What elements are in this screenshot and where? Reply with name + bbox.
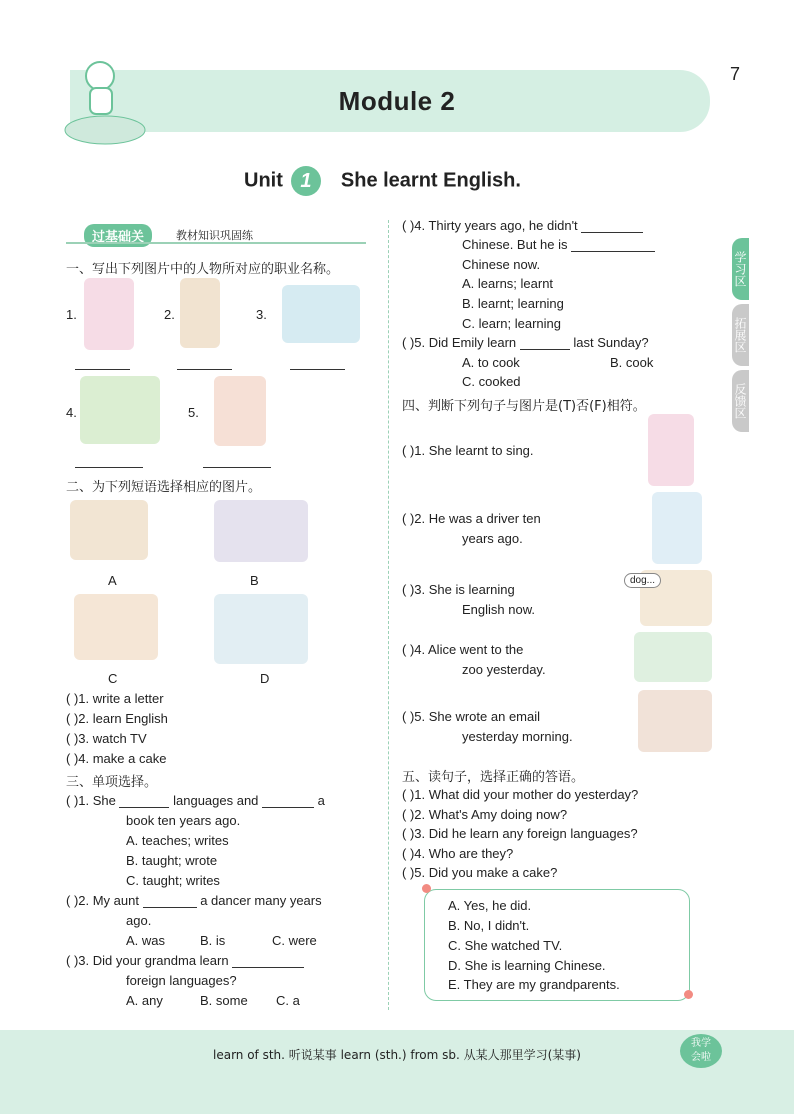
q2-stem-2: ago.: [126, 913, 152, 928]
q3-option-a[interactable]: A. any: [126, 993, 163, 1008]
writing-letter-image: [70, 500, 148, 560]
sec5-item-5: ( )5. Did you make a cake?: [402, 865, 558, 880]
answer-a: A. Yes, he did.: [448, 898, 532, 913]
sec2-item-1: ( )1. write a letter: [66, 691, 164, 706]
tab-extend[interactable]: 拓展区: [732, 304, 749, 366]
tab-study[interactable]: 学习区: [732, 238, 749, 300]
box-dot-icon: [422, 884, 431, 893]
sec2-item-2: ( )2. learn English: [66, 711, 168, 726]
section-banner-rule: [66, 242, 366, 244]
q1-part-b: languages and: [173, 793, 259, 808]
q2-part-b: a dancer many years: [200, 893, 322, 908]
sec1-label-5: 5.: [188, 405, 199, 420]
sec4-title: 四、判断下列句子与图片是(T)否(F)相符。: [402, 399, 646, 414]
sec1-label-3: 3.: [256, 307, 267, 322]
kitchen-girl-image: [638, 690, 712, 752]
q5-part-b: last Sunday?: [573, 335, 649, 350]
learning-english-image: [214, 594, 308, 664]
sec5-title: 五、读句子，选择正确的答语。: [402, 770, 585, 785]
stamp-line-1: 我学: [691, 1038, 711, 1049]
singing-boy-image: [652, 492, 702, 564]
sec5-item-1: ( )1. What did your mother do yesterday?: [402, 787, 639, 802]
sec5-item-4: ( )4. Who are they?: [402, 846, 514, 861]
column-divider: [388, 220, 389, 1010]
sec2-title: 二、为下列短语选择相应的图片。: [66, 480, 262, 495]
box-dot-icon: [684, 990, 693, 999]
sec5-item-3: ( )3. Did he learn any foreign languages?: [402, 826, 638, 841]
unit-title: She learnt English.: [340, 169, 521, 192]
section-banner-title: 过基础关: [84, 224, 152, 247]
q5-option-a[interactable]: A. to cook: [462, 355, 520, 370]
q4-blank-1[interactable]: [581, 220, 643, 233]
unit-number: 1: [291, 166, 321, 196]
q3-option-c[interactable]: C. a: [276, 993, 300, 1008]
q3-part-a: ( )3. Did your grandma learn: [66, 953, 229, 968]
waitress-image: [180, 278, 220, 348]
singing-girl-image: [648, 414, 694, 486]
q1-blank-2[interactable]: [262, 795, 314, 808]
dancer-girl-image: [84, 278, 134, 350]
answer-blank-5[interactable]: [203, 455, 271, 468]
sec4-item-5-cont: yesterday morning.: [462, 729, 573, 744]
q2-stem: [66, 893, 322, 908]
answer-b: B. No, I didn't.: [448, 918, 530, 933]
q4-part-a: ( )4. Thirty years ago, he didn't: [402, 218, 578, 233]
q5-option-b[interactable]: B. cook: [610, 355, 654, 370]
sec4-item-3: ( )3. She is learning: [402, 582, 515, 597]
page-number: 7: [730, 64, 741, 84]
answer-d: D. She is learning Chinese.: [448, 958, 606, 973]
sec4-item-4: ( )4. Alice went to the: [402, 642, 524, 657]
q4-part-b: Chinese. But he is: [462, 237, 568, 252]
tab-feedback[interactable]: 反馈区: [732, 370, 749, 432]
q1-stem: [66, 793, 325, 808]
farmer-image: [80, 376, 160, 444]
q2-part-a: ( )2. My aunt: [66, 893, 139, 908]
stamp-line-2: 会啦: [691, 1052, 711, 1063]
answer-blank-2[interactable]: [177, 357, 232, 370]
sec4-item-3-cont: English now.: [462, 602, 535, 617]
answer-blank-4[interactable]: [75, 455, 143, 468]
module-title: Module 2: [338, 86, 456, 116]
watching-tv-image: [214, 500, 308, 562]
q1-option-b[interactable]: B. taught; wrote: [126, 853, 218, 868]
q5-stem: [402, 335, 649, 350]
answer-c: C. She watched TV.: [448, 938, 563, 953]
q1-blank-1[interactable]: [119, 795, 169, 808]
q4-option-a[interactable]: A. learns; learnt: [462, 276, 554, 291]
unit-heading: [244, 166, 521, 196]
sec2-item-3: ( )3. watch TV: [66, 731, 147, 746]
q5-blank[interactable]: [520, 337, 570, 350]
pic-label-a: A: [108, 573, 117, 588]
sec1-label-2: 2.: [164, 307, 175, 322]
q1-option-c[interactable]: C. taught; writes: [126, 873, 220, 888]
side-tabs: [732, 238, 794, 436]
q5-part-a: ( )5. Did Emily learn: [402, 335, 517, 350]
pic-label-b: B: [250, 573, 259, 588]
q1-option-a[interactable]: A. teaches; writes: [126, 833, 229, 848]
sec5-item-2: ( )2. What's Amy doing now?: [402, 807, 568, 822]
answer-blank-3[interactable]: [290, 357, 345, 370]
footer-band: [0, 1030, 794, 1114]
q2-option-b[interactable]: B. is: [200, 933, 226, 948]
section-banner-subtitle: 教材知识巩固练: [176, 229, 253, 242]
sec4-item-5: ( )5. She wrote an email: [402, 709, 541, 724]
q3-option-b[interactable]: B. some: [200, 993, 248, 1008]
section-banner: [66, 222, 372, 244]
q1-part-c: a: [317, 793, 325, 808]
answer-blank-1[interactable]: [75, 357, 130, 370]
q2-option-a[interactable]: A. was: [126, 933, 166, 948]
sec4-item-2: ( )2. He was a driver ten: [402, 511, 541, 526]
answer-e: E. They are my grandparents.: [448, 977, 620, 992]
making-cake-image: [74, 594, 158, 660]
q3-stem: [66, 953, 304, 968]
sec1-label-4: 4.: [66, 405, 77, 420]
learned-stamp: [680, 1034, 722, 1068]
footer-note: learn of sth. 听说某事 learn (sth.) from sb. 从某人那里学习(某事): [213, 1048, 581, 1062]
speech-bubble: dog...: [624, 573, 661, 588]
unit-label: Unit: [244, 169, 283, 192]
q5-option-c[interactable]: C. cooked: [462, 374, 521, 389]
sec2-item-4: ( )4. make a cake: [66, 751, 167, 766]
q4-stem-3: Chinese now.: [462, 257, 541, 272]
teacher-image: [282, 285, 360, 343]
sec4-item-4-cont: zoo yesterday.: [462, 662, 546, 677]
driver-image: [214, 376, 266, 446]
sec4-item-2-cont: years ago.: [462, 531, 523, 546]
sec1-title: 一、写出下列图片中的人物所对应的职业名称。: [66, 262, 340, 277]
sec3-title: 三、单项选择。: [66, 775, 158, 790]
q1-stem-2: book ten years ago.: [126, 813, 241, 828]
q2-option-c[interactable]: C. were: [272, 933, 317, 948]
zoo-girl-image: [634, 632, 712, 682]
q1-part-a: ( )1. She: [66, 793, 116, 808]
q3-blank[interactable]: [232, 955, 304, 968]
sec1-label-1: 1.: [66, 307, 77, 322]
pic-label-d: D: [260, 671, 270, 686]
q3-stem-2: foreign languages?: [126, 973, 237, 988]
q4-option-c[interactable]: C. learn; learning: [462, 316, 561, 331]
sec4-item-1: ( )1. She learnt to sing.: [402, 443, 534, 458]
q4-stem-2: [462, 237, 655, 252]
q4-stem: [402, 218, 643, 233]
q4-blank-2[interactable]: [571, 239, 655, 252]
q4-option-b[interactable]: B. learnt; learning: [462, 296, 564, 311]
q2-blank[interactable]: [143, 895, 197, 908]
pic-label-c: C: [108, 671, 118, 686]
